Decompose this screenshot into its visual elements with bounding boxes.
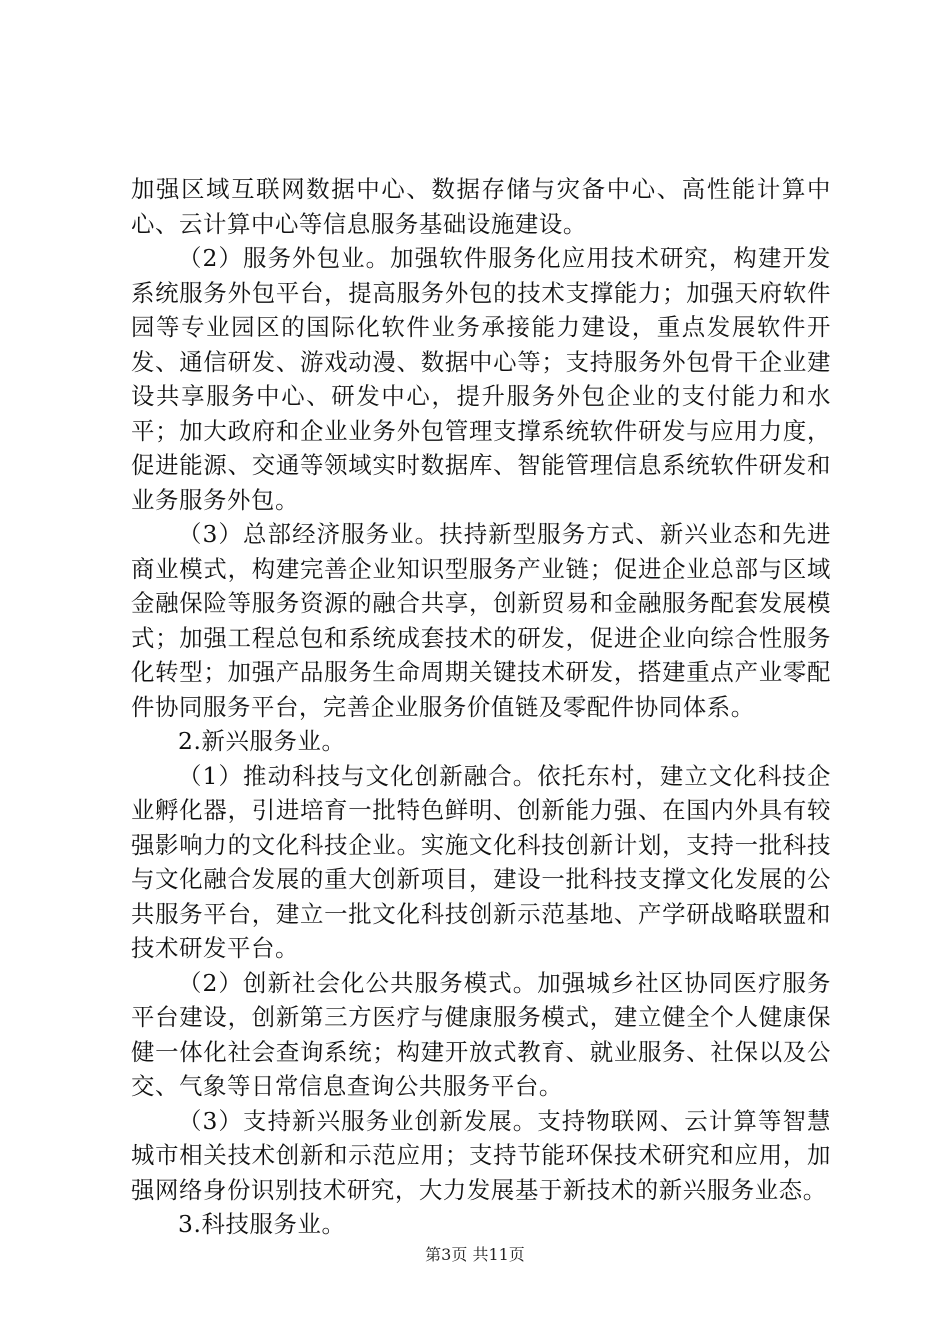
paragraph-service-outsourcing: （2）服务外包业。加强软件服务化应用技术研究，构建开发系统服务外包平台，提高服务外包的技术支撑能力；加强天府软件园等专业园区的国际化软件业务承接能力建设，重点发展软件开发、通信研发、游戏动漫、数据中心等；支持服务外包骨干企业建设共享服务中心、研发中心，提升服务外包企业的支付能力和水平；加大政府和企业业务外包管理支撑系统软件研发与应用力度，促进能源、交通等领域实时数据库、智能管理信息系统软件研发和业务服务外包。: [131, 244, 831, 514]
heading-emerging-services: 2.新兴服务业。: [178, 727, 346, 755]
paragraph-emerging-service-development: （3）支持新兴服务业创新发展。支持物联网、云计算等智慧城市相关技术创新和示范应用；支持节能环保技术研究和应用，加强网络身份识别技术研究，大力发展基于新技术的新兴服务业态。: [131, 1106, 831, 1204]
paragraph-headquarters-economy: （3）总部经济服务业。扶持新型服务方式、新兴业态和先进商业模式，构建完善企业知识型服务产业链；促进企业总部与区域金融保险等服务资源的融合共享，创新贸易和金融服务配套发展模式；加强工程总包和系统成套技术的研发，促进企业向综合性服务化转型；加强产品服务生命周期关键技术研发，搭建重点产业零配件协同服务平台，完善企业服务价值链及零配件协同体系。: [131, 520, 831, 721]
document-body: [131, 172, 831, 1242]
paragraph-tech-culture-fusion: （1）推动科技与文化创新融合。依托东村，建立文化科技企业孵化器，引进培育一批特色鲜明、创新能力强、在国内外具有较强影响力的文化科技企业。实施文化科技创新计划，支持一批科技与文化融合发展的重大创新项目，建设一批科技支撑文化发展的公共服务平台，建立一批文化科技创新示范基地、产学研战略联盟和技术研发平台。: [131, 761, 831, 962]
paragraph-infrastructure: 加强区域互联网数据中心、数据存储与灾备中心、高性能计算中心、云计算中心等信息服务基础设施建设。: [131, 175, 831, 238]
paragraph-public-service-model: （2）创新社会化公共服务模式。加强城乡社区协同医疗服务平台建设，创新第三方医疗与健康服务模式，建立健全个人健康保健一体化社会查询系统；构建开放式教育、就业服务、社保以及公交、气象等日常信息查询公共服务平台。: [131, 968, 831, 1100]
heading-tech-services: 3.科技服务业。: [178, 1210, 346, 1238]
page-number-footer: 第3页 共11页: [425, 1245, 525, 1264]
